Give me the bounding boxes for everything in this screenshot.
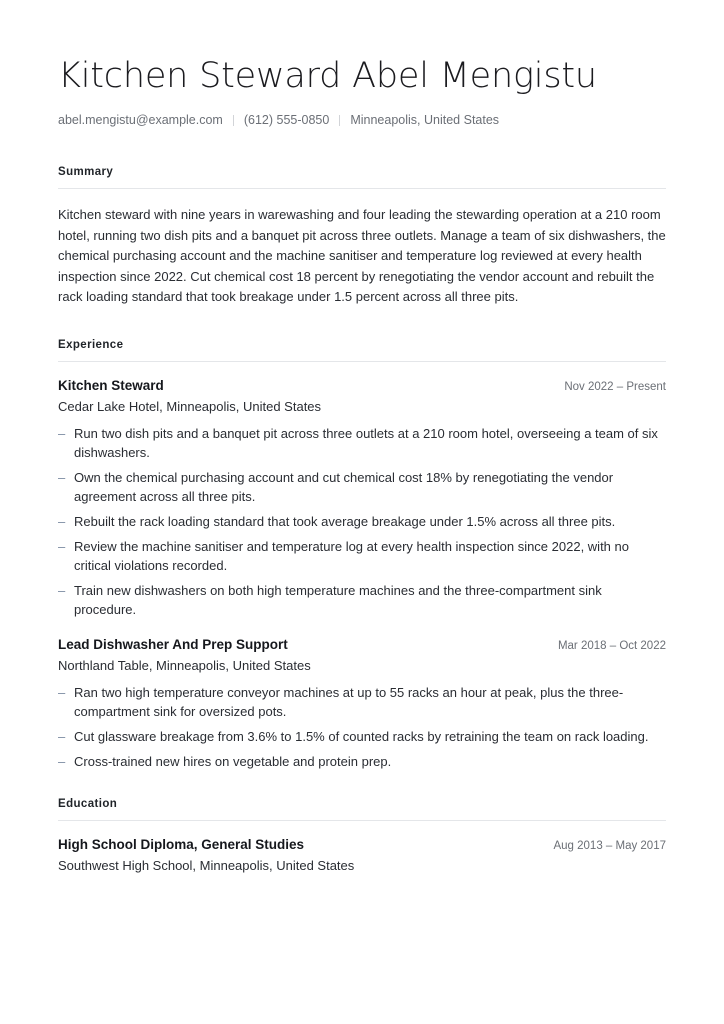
- section-title-summary: Summary: [58, 166, 114, 178]
- bullet-dash: –: [58, 684, 66, 700]
- experience-section: [58, 338, 666, 771]
- section-divider: [58, 188, 666, 189]
- contact-line: [58, 112, 666, 128]
- job-entry: [58, 378, 666, 619]
- summary-text: Kitchen steward with nine years in warewashing and four leading the stewarding operation at a 210 room hotel, running two dish pits and a banquet pit across three outlets. Manage a team of six dishwashers, the chemical purchasing account and the machine sanitiser and temperature log reviewed at every health inspection since 2022. Cut chemical cost 18 percent by renegotiating the vendor account and rebuilt the rack loading standard that took breakage under 1.5 percent across all three pits.: [58, 207, 666, 304]
- bullet-dash: –: [58, 582, 66, 598]
- school-name: Southwest High School, Minneapolis, United States: [58, 857, 355, 873]
- bullet-dash: –: [58, 425, 66, 441]
- list-item: [58, 537, 666, 575]
- job-dates: Mar 2018 – Oct 2022: [557, 639, 666, 652]
- contact-divider: [339, 115, 340, 126]
- bullet-text: Run two dish pits and a banquet pit across three outlets at a 210 room hotel, overseeing a team of six dishwashers.: [74, 425, 658, 460]
- job-employer: Northland Table, Minneapolis, United States: [58, 657, 311, 673]
- job-bullets: [58, 424, 666, 619]
- email-link[interactable]: abel.mengistu@example.com: [58, 113, 223, 127]
- bullet-text: Train new dishwashers on both high temperature machines and the three-compartment sink procedure.: [74, 582, 602, 617]
- bullet-dash: –: [58, 469, 66, 485]
- bullet-dash: –: [58, 753, 66, 769]
- section-title-education: Education: [58, 797, 118, 810]
- job-bullets: [58, 683, 666, 771]
- list-item: [58, 683, 666, 721]
- list-item: [58, 752, 666, 771]
- bullet-text: Ran two high temperature conveyor machines at up to 55 racks an hour at peak, plus the three-compartment sink for oversized pots.: [74, 684, 624, 719]
- bullet-text: Cross-trained new hires on vegetable and protein prep.: [74, 753, 392, 769]
- bullet-text: Cut glassware breakage from 3.6% to 1.5% of counted racks by retraining the team on rack loading.: [74, 728, 649, 744]
- job-employer: Cedar Lake Hotel, Minneapolis, United States: [58, 398, 322, 414]
- section-divider: [58, 361, 666, 362]
- bullet-text: Rebuilt the rack loading standard that took average breakage under 1.5% across all three pits.: [74, 513, 616, 529]
- list-item: [58, 468, 666, 506]
- education-section: [58, 797, 666, 875]
- summary-section: [58, 165, 666, 308]
- bullet-dash: –: [58, 513, 66, 529]
- job-dates: Nov 2022 – Present: [564, 380, 666, 393]
- location: Minneapolis, United States: [350, 113, 500, 127]
- bullet-dash: –: [58, 538, 66, 554]
- job-title: Lead Dishwasher And Prep Support: [58, 636, 288, 652]
- education-dates: Aug 2013 – May 2017: [553, 839, 666, 852]
- section-divider: [58, 820, 666, 821]
- bullet-text: Own the chemical purchasing account and cut chemical cost 18% by renegotiating the vendor agreement across all three pits.: [74, 469, 614, 504]
- education-entry: [58, 837, 666, 875]
- bullet-text: Review the machine sanitiser and temperature log at every health inspection since 2022, with no critical violations recorded.: [74, 538, 629, 573]
- list-item: [58, 581, 666, 619]
- list-item: [58, 512, 666, 531]
- job-title: Kitchen Steward: [58, 377, 164, 393]
- candidate-name: Kitchen Steward Abel Mengistu: [58, 56, 597, 96]
- job-entry: [58, 637, 666, 771]
- section-title-experience: Experience: [58, 338, 124, 351]
- list-item: [58, 424, 666, 462]
- contact-divider: [233, 115, 234, 126]
- list-item: [58, 727, 666, 746]
- degree-title: High School Diploma, General Studies: [58, 836, 305, 852]
- phone-number: (612) 555-0850: [243, 113, 330, 127]
- bullet-dash: –: [58, 728, 66, 744]
